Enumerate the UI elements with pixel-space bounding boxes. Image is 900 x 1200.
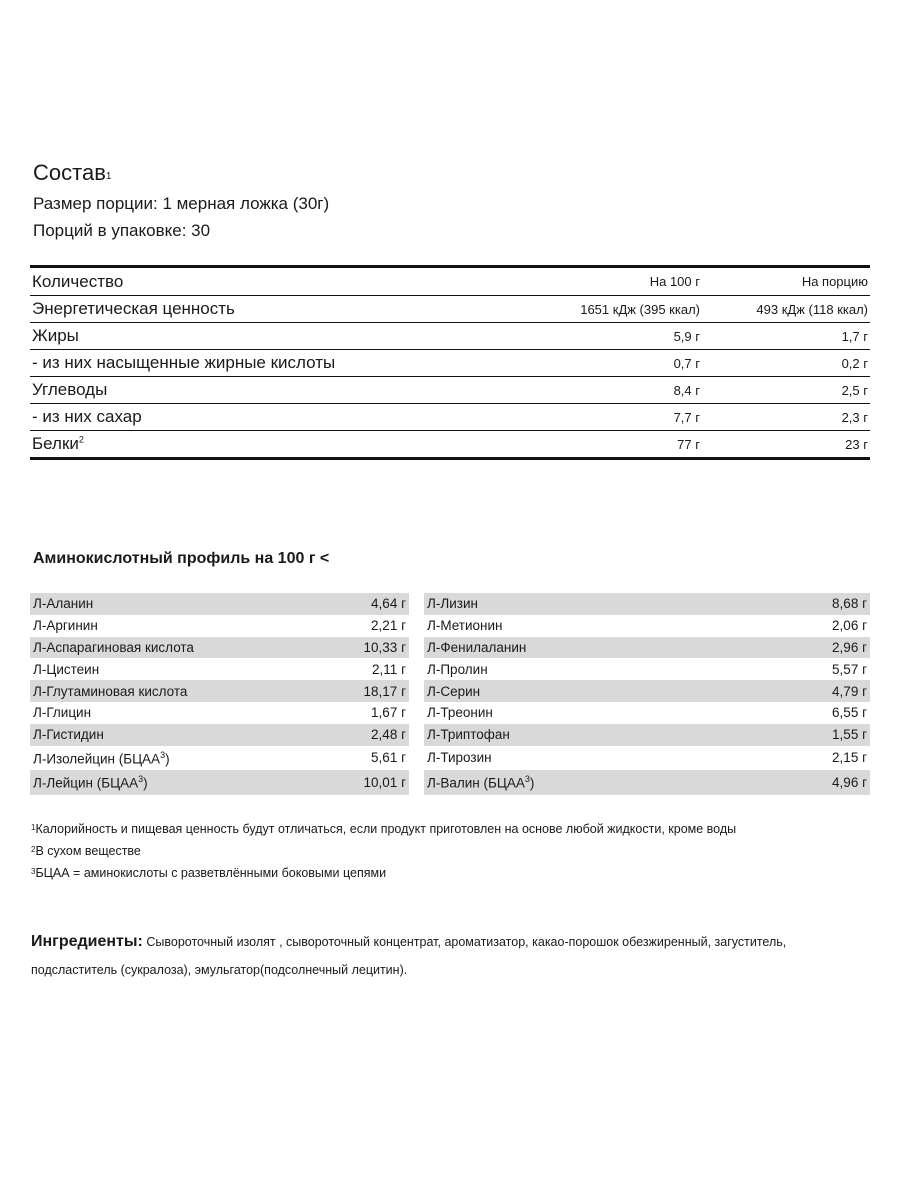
amino-name bbox=[33, 705, 371, 720]
amino-name bbox=[427, 727, 832, 742]
nutrition-per-100g: 1651 кДж (395 ккал) bbox=[580, 301, 700, 317]
amino-name-text: Л-Пролин bbox=[427, 661, 488, 677]
amino-name bbox=[33, 684, 364, 699]
amino-row bbox=[30, 724, 409, 746]
nutrition-row bbox=[30, 403, 870, 430]
nutrition-per-serving: 23 г bbox=[845, 436, 868, 452]
amino-name-text: Л-Валин (БЦАА bbox=[427, 775, 525, 791]
amino-footnote-mark: 3 bbox=[160, 749, 166, 760]
nutrition-per-100g: 8,4 г bbox=[673, 382, 700, 398]
amino-name-text: Л-Глутаминовая кислота bbox=[33, 683, 188, 699]
amino-value: 2,21 г bbox=[371, 618, 406, 634]
nutrition-row bbox=[30, 349, 870, 376]
nutrition-label-text: Углеводы bbox=[32, 380, 108, 399]
nutrition-label bbox=[30, 326, 500, 346]
amino-value: 2,11 г bbox=[372, 661, 406, 677]
amino-name-text: Л-Серин bbox=[427, 683, 481, 699]
footnote-mark: 1 bbox=[31, 823, 36, 832]
footnote bbox=[31, 818, 736, 840]
amino-name bbox=[427, 618, 832, 633]
nutrition-per-serving: 493 кДж (118 ккал) bbox=[756, 301, 868, 317]
amino-row bbox=[424, 593, 870, 615]
nutrition-row bbox=[30, 322, 870, 349]
amino-value: 2,48 г bbox=[371, 727, 406, 743]
nutrition-label bbox=[30, 434, 500, 454]
nutrition-label-text: - из них сахар bbox=[32, 407, 142, 426]
amino-value: 1,55 г bbox=[832, 727, 867, 743]
nutrition-per-serving: 2,3 г bbox=[841, 409, 868, 425]
ingredients-text: Сывороточный изолят , сывороточный концентрат, ароматизатор, какао-порошок обезжиренный, загуститель, подсластитель (сукралоза), эмульгатор(подсолнечный лецитин). bbox=[31, 935, 787, 977]
ingredients bbox=[31, 928, 861, 984]
amino-name-text: Л-Лизин bbox=[427, 596, 478, 612]
footnote bbox=[31, 862, 736, 884]
amino-name-text: Л-Аланин bbox=[33, 596, 94, 612]
amino-row bbox=[30, 658, 409, 680]
nutrition-row bbox=[30, 295, 870, 322]
amino-name bbox=[33, 727, 371, 742]
amino-row bbox=[30, 637, 409, 659]
nutrition-per-serving: 2,5 г bbox=[841, 382, 868, 398]
nutrition-row bbox=[30, 430, 870, 457]
amino-name bbox=[427, 750, 832, 765]
amino-name-text: Л-Метионин bbox=[427, 618, 503, 634]
nutrition-per-serving: 1,7 г bbox=[841, 328, 868, 344]
nutrition-per-serving: На порцию bbox=[801, 274, 868, 289]
amino-name-suffix: ) bbox=[165, 751, 170, 767]
amino-value: 2,15 г bbox=[832, 750, 867, 766]
nutrition-label-text: Белки bbox=[32, 434, 79, 453]
nutrition-label bbox=[30, 272, 500, 292]
amino-name bbox=[33, 618, 371, 633]
nutrition-label bbox=[30, 299, 500, 319]
amino-row bbox=[30, 770, 409, 795]
amino-footnote-mark: 3 bbox=[138, 774, 144, 785]
amino-value: 1,67 г bbox=[371, 705, 406, 721]
amino-value: 4,79 г bbox=[832, 683, 867, 699]
amino-row bbox=[424, 724, 870, 746]
amino-row bbox=[424, 615, 870, 637]
amino-name-text: Л-Фенилаланин bbox=[427, 639, 527, 655]
amino-name-text: Л-Лейцин (БЦАА bbox=[33, 775, 139, 791]
amino-name-suffix: ) bbox=[529, 775, 535, 791]
amino-row bbox=[424, 702, 870, 724]
footnotes bbox=[31, 818, 736, 884]
amino-name-text: Л-Гистидин bbox=[33, 727, 104, 743]
nutrition-per-100g: 5,9 г bbox=[673, 328, 700, 344]
amino-value: 8,68 г bbox=[832, 596, 867, 612]
nutrition-label-text: Энергетическая ценность bbox=[32, 299, 235, 318]
footnote-mark: 2 bbox=[31, 845, 36, 854]
amino-name bbox=[33, 640, 364, 655]
nutrition-row bbox=[30, 268, 870, 295]
amino-name-text: Л-Тирозин bbox=[427, 750, 492, 766]
nutrition-per-serving: 0,2 г bbox=[841, 355, 868, 371]
amino-name bbox=[427, 640, 832, 655]
amino-value: 10,01 г bbox=[363, 774, 406, 790]
nutrition-label-text: Жиры bbox=[32, 326, 79, 345]
amino-value: 2,96 г bbox=[832, 639, 867, 655]
amino-row bbox=[30, 702, 409, 724]
nutrition-label bbox=[30, 380, 500, 400]
footnote-text: В сухом веществе bbox=[35, 844, 141, 858]
nutrition-label bbox=[30, 353, 500, 373]
amino-name bbox=[33, 750, 371, 767]
nutrition-per-100g: 7,7 г bbox=[673, 409, 700, 425]
amino-footnote-mark: 3 bbox=[524, 774, 530, 785]
amino-name bbox=[33, 774, 364, 791]
amino-name bbox=[427, 774, 832, 791]
amino-name-text: Л-Триптофан bbox=[427, 727, 510, 743]
amino-name bbox=[427, 705, 832, 720]
nutrition-per-100g: 0,7 г bbox=[673, 355, 700, 371]
nutrition-label-text: - из них насыщенные жирные кислоты bbox=[32, 353, 336, 372]
nutrition-per-100g: На 100 г bbox=[649, 274, 700, 289]
amino-name-text: Л-Аспарагиновая кислота bbox=[33, 639, 194, 655]
amino-name bbox=[33, 596, 371, 611]
composition-title-footnote-mark: 1 bbox=[105, 171, 112, 182]
ingredients-label: Ингредиенты: bbox=[31, 933, 143, 950]
amino-row bbox=[30, 593, 409, 615]
amino-row bbox=[30, 746, 409, 771]
nutrition-label-footnote-mark: 2 bbox=[78, 434, 84, 445]
nutrition-row bbox=[30, 376, 870, 403]
serving-size: Размер порции: 1 мерная ложка (30г) bbox=[33, 194, 330, 213]
amino-name-suffix: ) bbox=[143, 775, 148, 791]
footnote-text: Калорийность и пищевая ценность будут отличаться, если продукт приготовлен на основе любой жидкости, кроме воды bbox=[35, 822, 737, 836]
footnote bbox=[31, 840, 736, 862]
amino-row bbox=[424, 637, 870, 659]
amino-name-text: Л-Треонин bbox=[427, 705, 493, 721]
amino-name-text: Л-Глицин bbox=[33, 705, 92, 721]
composition-title-text: Состав bbox=[33, 160, 106, 185]
nutrition-table bbox=[30, 265, 870, 460]
amino-name bbox=[427, 596, 832, 611]
amino-value: 6,55 г bbox=[832, 705, 867, 721]
amino-row bbox=[30, 680, 409, 702]
amino-value: 2,06 г bbox=[832, 618, 867, 634]
amino-value: 10,33 г bbox=[363, 639, 406, 655]
amino-name bbox=[33, 662, 372, 677]
amino-name bbox=[427, 684, 832, 699]
amino-table-right bbox=[424, 593, 870, 795]
amino-value: 5,57 г bbox=[832, 661, 867, 677]
nutrition-label bbox=[30, 407, 500, 427]
amino-table-left bbox=[30, 593, 409, 795]
amino-row bbox=[424, 746, 870, 771]
servings-per-pack: Порций в упаковке: 30 bbox=[33, 221, 211, 240]
amino-row bbox=[424, 680, 870, 702]
amino-name-text: Л-Цистеин bbox=[33, 661, 100, 677]
composition-title bbox=[33, 158, 111, 188]
amino-profile-title: Аминокислотный профиль на 100 г < bbox=[33, 550, 330, 567]
amino-name-text: Л-Аргинин bbox=[33, 618, 98, 634]
amino-value: 4,96 г bbox=[832, 774, 867, 790]
nutrition-label-text: Количество bbox=[32, 271, 124, 291]
nutrition-per-100g: 77 г bbox=[677, 436, 700, 452]
amino-row bbox=[424, 658, 870, 680]
footnote-mark: 3 bbox=[31, 867, 36, 876]
amino-name bbox=[427, 662, 832, 677]
amino-row bbox=[424, 770, 870, 795]
amino-value: 18,17 г bbox=[363, 683, 406, 699]
amino-row bbox=[30, 615, 409, 637]
footnote-text: БЦАА = аминокислоты с разветвлёнными боковыми цепями bbox=[35, 866, 387, 880]
amino-value: 4,64 г bbox=[371, 596, 406, 612]
amino-name-text: Л-Изолейцин (БЦАА bbox=[33, 751, 161, 767]
amino-value: 5,61 г bbox=[371, 750, 406, 766]
